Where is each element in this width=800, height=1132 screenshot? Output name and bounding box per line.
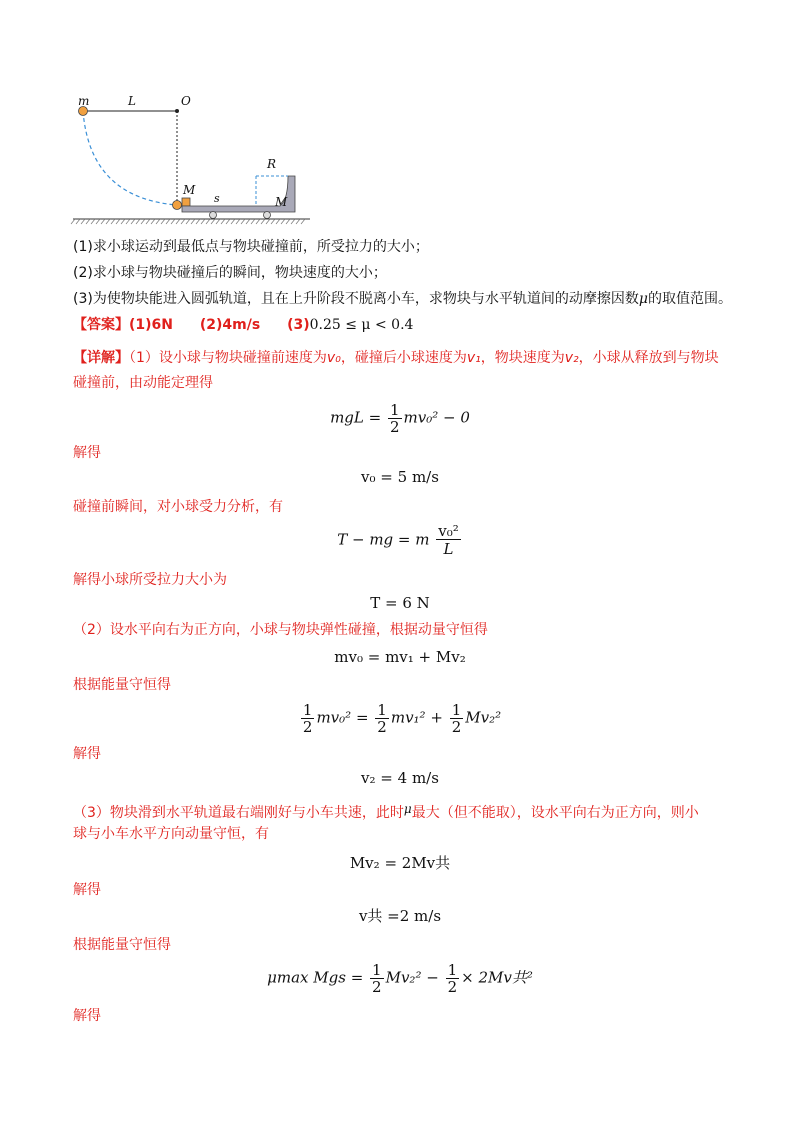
solve-label-3: 解得 bbox=[73, 882, 101, 898]
frac-num: 1 bbox=[389, 401, 400, 419]
question-3-tail: 的取值范围。 bbox=[647, 291, 732, 307]
frac-den: 2 bbox=[447, 978, 458, 996]
fraction-half bbox=[301, 702, 315, 735]
eq10-lhs: μmax Mgs = bbox=[267, 968, 364, 987]
label-M-block: M bbox=[183, 183, 196, 197]
hatch-mark bbox=[141, 219, 145, 224]
hatch-mark bbox=[96, 219, 100, 224]
frac-den: 2 bbox=[389, 418, 400, 436]
answer-3-expression: 0.25 ≤ μ < 0.4 bbox=[309, 317, 414, 333]
label-m: m bbox=[78, 94, 90, 108]
part-3-text-a: （3）物块滑到水平轨道最右端刚好与小车共速，此时 bbox=[73, 805, 404, 821]
answer-1: (1)6N bbox=[129, 317, 173, 333]
hatch-mark bbox=[301, 219, 305, 224]
part-3-line-1 bbox=[73, 799, 699, 823]
hatch-mark bbox=[101, 219, 105, 224]
answer-label: 【答案】 bbox=[73, 317, 129, 333]
equation-energy-conservation bbox=[0, 702, 800, 735]
fraction-half bbox=[370, 962, 384, 995]
hatch-mark bbox=[261, 219, 265, 224]
part-3-text-b: 最大（但不能取），设水平向右为正方向，则小 bbox=[411, 805, 699, 821]
hatch-mark bbox=[246, 219, 250, 224]
hatch-mark bbox=[191, 219, 195, 224]
hatch-mark bbox=[251, 219, 255, 224]
equation-momentum-common: Mv₂ = 2Mv共 bbox=[349, 854, 451, 872]
block-M bbox=[182, 198, 190, 206]
hatch-mark bbox=[181, 219, 185, 224]
hatch-mark bbox=[166, 219, 170, 224]
hatch-mark bbox=[156, 219, 160, 224]
label-L: L bbox=[128, 94, 136, 108]
hatch-mark bbox=[171, 219, 175, 224]
hatch-mark bbox=[91, 219, 95, 224]
eq1-lhs: mgL = bbox=[330, 408, 382, 427]
physics-diagram bbox=[70, 88, 320, 228]
frac-den: 2 bbox=[451, 718, 462, 736]
frac-num: 1 bbox=[302, 701, 313, 719]
pivot-point bbox=[175, 109, 179, 113]
hatch-mark bbox=[86, 219, 90, 224]
label-s: s bbox=[214, 192, 220, 205]
hatch-mark bbox=[186, 219, 190, 224]
eq6-term-3: Mv₂² bbox=[465, 708, 502, 727]
hatch-mark bbox=[241, 219, 245, 224]
label-O: O bbox=[181, 94, 191, 108]
detail-text: ，小球从释放到与物块 bbox=[578, 350, 719, 366]
ball-trajectory-arc bbox=[83, 111, 177, 205]
label-M-cart: M bbox=[275, 195, 288, 209]
detail-label: 【详解】 bbox=[73, 350, 129, 366]
hatch-mark bbox=[136, 219, 140, 224]
frac-num: 1 bbox=[372, 961, 382, 979]
eq10-term-1: Mv₂² − bbox=[385, 968, 439, 987]
question-1: (1)求小球运动到最低点与物块碰撞前，所受拉力的大小； bbox=[73, 239, 429, 255]
hatch-mark bbox=[211, 219, 215, 224]
hatch-mark bbox=[256, 219, 260, 224]
hatch-mark bbox=[131, 219, 135, 224]
fraction-half bbox=[375, 702, 389, 735]
question-2: (2)求小球与物块碰撞后的瞬间，物块速度的大小； bbox=[73, 265, 387, 281]
ground-hatching bbox=[71, 219, 305, 224]
frac-den: 2 bbox=[302, 718, 313, 736]
hatch-mark bbox=[291, 219, 295, 224]
equation-v0: v₀ = 5 m/s bbox=[361, 468, 439, 486]
fraction-half bbox=[388, 402, 402, 435]
eq3-lhs: T − mg = m bbox=[337, 530, 430, 549]
mu-symbol: μ bbox=[403, 802, 412, 816]
hatch-mark bbox=[201, 219, 205, 224]
eq6-term-2: mv₁² + bbox=[390, 708, 443, 727]
equation-momentum: mv₀ = mv₁ + Mv₂ bbox=[334, 648, 466, 666]
answer-2: (2)4m/s bbox=[199, 317, 261, 333]
hatch-mark bbox=[116, 219, 120, 224]
detail-line-1 bbox=[73, 348, 719, 368]
hatch-mark bbox=[196, 219, 200, 224]
question-3 bbox=[73, 289, 732, 309]
hatch-mark bbox=[146, 219, 150, 224]
equation-v2: v₂ = 4 m/s bbox=[361, 769, 439, 787]
frac-num: v₀² bbox=[438, 522, 459, 540]
hatch-mark bbox=[151, 219, 155, 224]
solve-label-1: 解得 bbox=[73, 445, 101, 461]
frac-num: 1 bbox=[451, 701, 462, 719]
eq10-term-2: × 2Mv共² bbox=[461, 968, 533, 987]
fraction-half bbox=[450, 702, 464, 735]
hatch-mark bbox=[231, 219, 235, 224]
text-before-collision: 碰撞前瞬间，对小球受力分析，有 bbox=[73, 499, 283, 515]
part-2-text: （2）设水平向右为正方向，小球与物块弹性碰撞，根据动量守恒得 bbox=[73, 622, 488, 638]
text-tension-result: 解得小球所受拉力大小为 bbox=[73, 572, 227, 588]
hatch-mark bbox=[206, 219, 210, 224]
eq1-rhs: mv₀² − 0 bbox=[403, 408, 470, 427]
hatch-mark bbox=[121, 219, 125, 224]
hatch-mark bbox=[81, 219, 85, 224]
equation-friction-energy bbox=[0, 962, 800, 995]
hatch-mark bbox=[111, 219, 115, 224]
equation-tension-value: T = 6 N bbox=[370, 594, 430, 612]
fraction-v0sq-over-L bbox=[436, 523, 461, 558]
hatch-mark bbox=[281, 219, 285, 224]
detail-text: ，碰撞后小球速度为 bbox=[340, 350, 467, 366]
hatch-mark bbox=[226, 219, 230, 224]
hatch-mark bbox=[286, 219, 290, 224]
frac-den: 2 bbox=[377, 718, 387, 736]
fraction-half bbox=[446, 962, 460, 995]
hatch-mark bbox=[221, 219, 225, 224]
hatch-mark bbox=[71, 219, 75, 224]
var-v2: v₂ bbox=[564, 350, 579, 366]
hatch-mark bbox=[271, 219, 275, 224]
cart-wheel-left bbox=[210, 212, 217, 219]
hatch-mark bbox=[76, 219, 80, 224]
var-v0: v₀ bbox=[326, 350, 341, 366]
equation-tension-force bbox=[0, 523, 800, 558]
hatch-mark bbox=[106, 219, 110, 224]
solve-label-4: 解得 bbox=[73, 1008, 101, 1024]
frac-den: L bbox=[443, 540, 454, 558]
eq6-term-1: mv₀² = bbox=[316, 708, 369, 727]
equation-v-common: v共 =2 m/s bbox=[358, 907, 442, 925]
detail-line-2: 碰撞前，由动能定理得 bbox=[73, 375, 213, 391]
hatch-mark bbox=[176, 219, 180, 224]
energy-label-2: 根据能量守恒得 bbox=[73, 937, 171, 953]
energy-label-1: 根据能量守恒得 bbox=[73, 677, 171, 693]
hatch-mark bbox=[161, 219, 165, 224]
hatch-mark bbox=[216, 219, 220, 224]
answer-3: (3) bbox=[287, 317, 310, 333]
cart-wheel-right bbox=[264, 212, 271, 219]
hatch-mark bbox=[126, 219, 130, 224]
hatch-mark bbox=[276, 219, 280, 224]
part-3-line-2: 球与小车水平方向动量守恒，有 bbox=[73, 826, 269, 842]
ball-bottom bbox=[173, 201, 182, 210]
frac-num: 1 bbox=[447, 961, 458, 979]
hatch-mark bbox=[296, 219, 300, 224]
solve-label-2: 解得 bbox=[73, 746, 101, 762]
detail-text: （1）设小球与物块碰撞前速度为 bbox=[129, 350, 327, 366]
var-v1: v₁ bbox=[466, 350, 481, 366]
question-3-text: (3)为使物块能进入圆弧轨道，且在上升阶段不脱离小车，求物块与水平轨道间的动摩擦因数 bbox=[73, 291, 639, 307]
hatch-mark bbox=[236, 219, 240, 224]
hatch-mark bbox=[266, 219, 270, 224]
detail-text: ，物块速度为 bbox=[480, 350, 565, 366]
frac-den: 2 bbox=[372, 978, 382, 996]
frac-num: 1 bbox=[377, 701, 387, 719]
answer-line bbox=[73, 315, 413, 335]
mu-symbol: μ bbox=[638, 291, 648, 307]
equation-kinetic-energy bbox=[0, 402, 800, 435]
label-R: R bbox=[267, 157, 277, 171]
